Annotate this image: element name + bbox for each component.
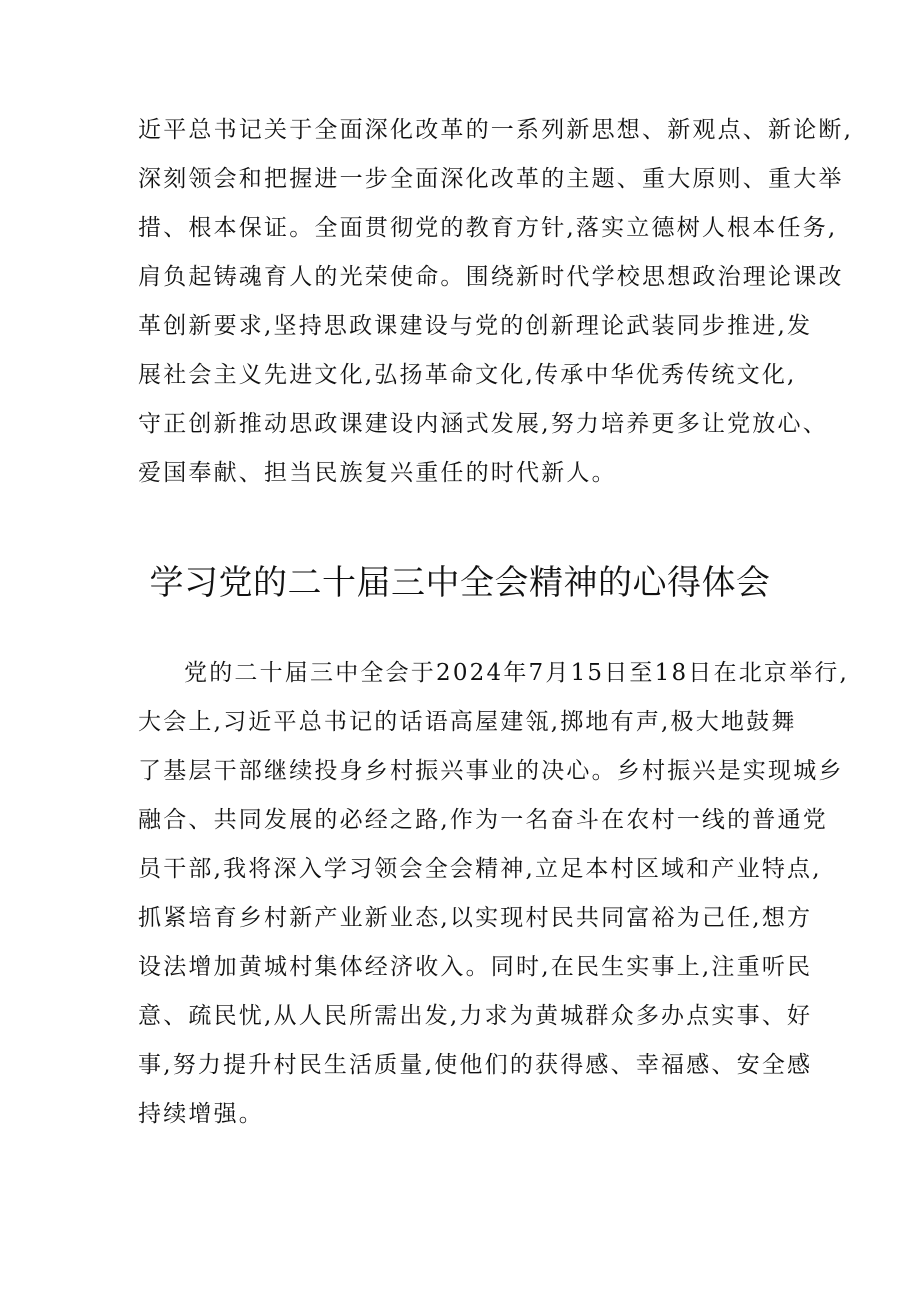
paragraph-line: 革创新要求,坚持思政课建设与党的创新理论武装同步推进,发 [138, 313, 813, 339]
article-title: 学习党的二十届三中全会精神的心得体会 [149, 563, 771, 603]
paragraph-line: 持续增强。 [138, 1101, 264, 1127]
paragraph-line: 展社会主义先进文化,弘扬革命文化,传承中华优秀传统文化, [138, 362, 797, 388]
paragraph-line: 设法增加黄城村集体经济收入。同时,在民生实事上,注重听民 [138, 954, 813, 980]
paragraph-line: 事,努力提升村民生活质量,使他们的获得感、幸福感、安全感 [138, 1052, 813, 1078]
article-body [138, 649, 850, 1139]
paragraph-line: 守正创新推动思政课建设内涵式发展,努力培养更多让党放心、 [138, 411, 828, 437]
continued-paragraph [138, 106, 854, 498]
paragraph-line: 融合、共同发展的必经之路,作为一名奋斗在农村一线的普通党 [138, 807, 828, 833]
paragraph-line: 爱国奉献、担当民族复兴重任的时代新人。 [138, 460, 617, 486]
paragraph-line: 措、根本保证。全面贯彻党的教育方针,落实立德树人根本任务, [138, 215, 838, 241]
paragraph-line: 深刻领会和把握进一步全面深化改革的主题、重大原则、重大举 [138, 166, 844, 192]
paragraph-line: 近平总书记关于全面深化改革的一系列新思想、新观点、新论断, [138, 117, 854, 143]
paragraph-line: 意、疏民忧,从人民所需出发,力求为黄城群众多办点实事、好 [138, 1003, 813, 1029]
paragraph-line: 抓紧培育乡村新产业新业态,以实现村民共同富裕为己任,想方 [138, 905, 813, 931]
paragraph-line: 党的二十届三中全会于2024年7月15日至18日在北京举行, [184, 660, 850, 686]
paragraph-line: 了基层干部继续投身乡村振兴事业的决心。乡村振兴是实现城乡 [138, 758, 844, 784]
paragraph-line: 大会上,习近平总书记的话语高屋建瓴,掷地有声,极大地鼓舞 [138, 709, 797, 735]
paragraph-line: 肩负起铸魂育人的光荣使命。围绕新时代学校思想政治理论课改 [138, 264, 844, 290]
paragraph-line: 员干部,我将深入学习领会全会精神,立足本村区域和产业特点, [138, 856, 822, 882]
